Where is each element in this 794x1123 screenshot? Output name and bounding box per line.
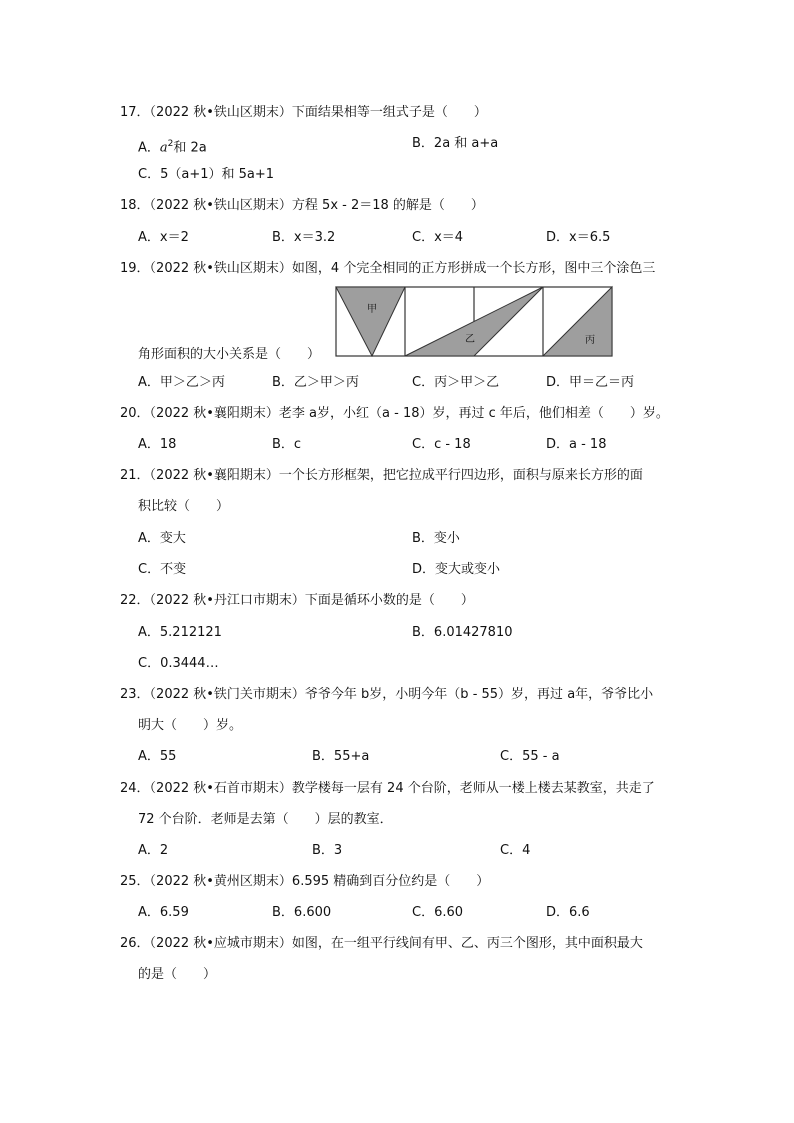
q25-option-a: A．6.59	[138, 905, 189, 920]
q18-option-a: A．x＝2	[138, 230, 189, 245]
q24-option-a: A．2	[138, 843, 169, 858]
label-bing: 丙	[585, 335, 595, 346]
q19-option-b: B．乙＞甲＞丙	[272, 375, 359, 390]
q24-stem-line2: 72 个台阶．老师是去第（ ）层的教室．	[138, 812, 393, 827]
q19-option-a: A．甲＞乙＞丙	[138, 375, 225, 390]
q24-option-b: B．3	[312, 843, 343, 858]
q25-option-c: C．6.60	[412, 905, 464, 920]
q21-option-a: A．变大	[138, 531, 186, 546]
triangle-bing	[543, 287, 612, 356]
q23-option-c: C．55 - a	[500, 749, 560, 764]
label-yi: 乙	[465, 334, 475, 345]
q26-stem-line1: 26．（2022 秋•应城市期末）如图，在一组平行线间有甲、乙、丙三个图形，其中面积最大	[120, 936, 643, 951]
q20-option-d: D．a - 18	[546, 437, 607, 452]
label-jia: 甲	[367, 304, 377, 315]
triangle-jia	[336, 287, 405, 356]
q18-option-c: C．x＝4	[412, 230, 464, 245]
q19-stem-line2: 角形面积的大小关系是（ ）	[138, 347, 321, 362]
q21-stem-line2: 积比较（ ）	[138, 499, 230, 514]
q21-option-d: D．变大或变小	[412, 562, 501, 577]
q17-option-c: C．5（a+1）和 5a+1	[138, 167, 275, 182]
q23-stem-line1: 23．（2022 秋•铁门关市期末）爷爷今年 b岁，小明今年（b - 55）岁，再过 a年，爷爷比小	[120, 687, 654, 702]
q22-option-a: A．5.212121	[138, 625, 222, 640]
q19-option-d: D．甲＝乙＝丙	[546, 375, 635, 390]
q19-figure-squares	[335, 285, 615, 359]
q20-stem: 20．（2022 秋•襄阳期末）老李 a岁，小红（a - 18）岁，再过 c 年后，他们相差（ ）岁。	[120, 406, 669, 421]
q25-stem: 25．（2022 秋•黄州区期末）6.595 精确到百分位约是（ ）	[120, 874, 490, 889]
q19-stem-line1: 19．（2022 秋•铁山区期末）如图，4 个完全相同的正方形拼成一个长方形，图中三个涂色三	[120, 261, 656, 276]
q20-option-b: B．c	[272, 437, 302, 452]
q21-option-b: B．变小	[412, 531, 460, 546]
q21-option-c: C．不变	[138, 562, 187, 577]
q20-option-a: A．18	[138, 437, 177, 452]
q22-option-b: B．6.01427810	[412, 625, 513, 640]
q24-option-c: C．4	[500, 843, 531, 858]
q19-option-c: C．丙＞甲＞乙	[412, 375, 500, 390]
q17-option-a: A．$a^2$和 2a	[138, 139, 207, 156]
q23-stem-line2: 明大（ ）岁。	[138, 718, 243, 733]
q17-stem: 17．（2022 秋•铁山区期末）下面结果相等一组式子是（ ）	[120, 105, 487, 120]
q17-option-b: B．2a 和 a+a	[412, 136, 499, 151]
q26-stem-line2: 的是（ ）	[138, 967, 217, 982]
q24-stem-line1: 24．（2022 秋•石首市期末）教学楼每一层有 24 个台阶，老师从一楼上楼去某教室，共走了	[120, 781, 655, 796]
q23-option-b: B．55+a	[312, 749, 370, 764]
q23-option-a: A．55	[138, 749, 177, 764]
q20-option-c: C．c - 18	[412, 437, 471, 452]
q18-stem: 18．（2022 秋•铁山区期末）方程 5x - 2＝18 的解是（ ）	[120, 198, 484, 213]
q18-option-b: B．x＝3.2	[272, 230, 336, 245]
q22-option-c: C．0.3444…	[138, 656, 219, 671]
q21-stem-line1: 21．（2022 秋•襄阳期末）一个长方形框架，把它拉成平行四边形，面积与原来长方形的面	[120, 468, 643, 483]
q22-stem: 22．（2022 秋•丹江口市期末）下面是循环小数的是（ ）	[120, 593, 474, 608]
q18-option-d: D．x＝6.5	[546, 230, 611, 245]
q25-option-b: B．6.600	[272, 905, 332, 920]
q25-option-d: D．6.6	[546, 905, 590, 920]
